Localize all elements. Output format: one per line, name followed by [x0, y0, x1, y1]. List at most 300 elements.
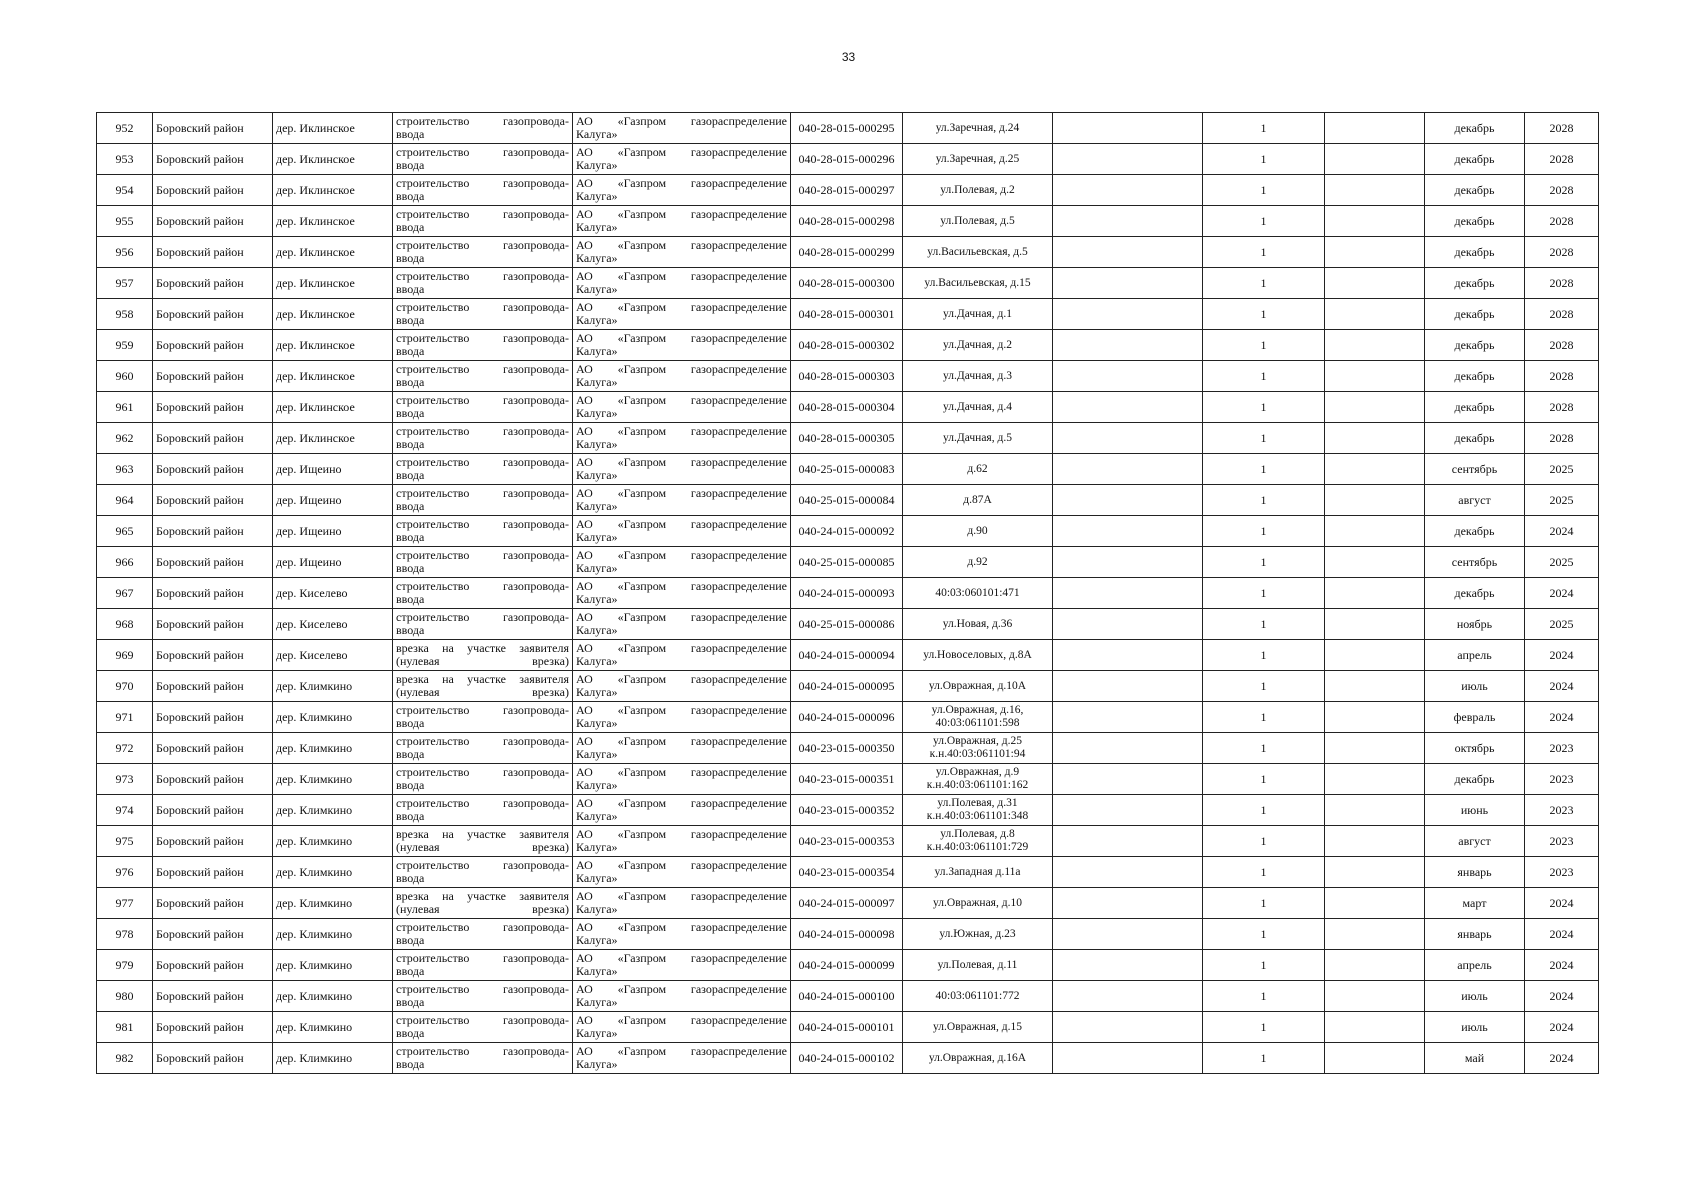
- work-type-cell: [393, 113, 573, 144]
- district-cell: Боровский район: [153, 175, 273, 206]
- organization-line: АО «Газпром газораспределение: [576, 673, 787, 686]
- table-row: [97, 237, 1599, 268]
- work-type-line: ввода: [396, 345, 425, 358]
- organization-line: Калуга»: [576, 934, 618, 947]
- organization-cell: [573, 547, 791, 578]
- work-type-cell: [393, 702, 573, 733]
- work-type-cell: [393, 299, 573, 330]
- organization-cell: [573, 392, 791, 423]
- year-cell: 2028: [1525, 237, 1599, 268]
- object-code-cell: 040-23-015-000353: [791, 826, 903, 857]
- organization-line: Калуга»: [576, 1027, 618, 1040]
- organization-line: АО «Газпром газораспределение: [576, 952, 787, 965]
- address-line: ул.Полевая, д.31: [937, 797, 1018, 809]
- organization-line: АО «Газпром газораспределение: [576, 828, 787, 841]
- work-type-line: строительство газопровода-: [396, 549, 569, 562]
- quantity-cell: 1: [1203, 919, 1325, 950]
- address-line: 40:03:061101:598: [935, 717, 1020, 729]
- table-row: [97, 144, 1599, 175]
- organization-line: АО «Газпром газораспределение: [576, 890, 787, 903]
- organization-line: АО «Газпром газораспределение: [576, 146, 787, 159]
- table-row: [97, 795, 1599, 826]
- row-number: 971: [97, 702, 153, 733]
- district-cell: Боровский район: [153, 640, 273, 671]
- organization-line: Калуга»: [576, 283, 618, 296]
- work-type-line: ввода: [396, 438, 425, 451]
- address-cell: [903, 206, 1053, 237]
- table-row: [97, 361, 1599, 392]
- table-row: [97, 702, 1599, 733]
- quantity-cell: 1: [1203, 330, 1325, 361]
- month-cell: июнь: [1425, 795, 1525, 826]
- settlement-cell: дер. Климкино: [273, 950, 393, 981]
- work-type-line: ввода: [396, 314, 425, 327]
- table-row: [97, 454, 1599, 485]
- address-line: ул.Полевая, д.5: [940, 214, 1015, 227]
- row-number: 962: [97, 423, 153, 454]
- address-line: ул.Овражная, д.25: [933, 735, 1022, 747]
- address-line: ул.Полевая, д.2: [940, 183, 1015, 196]
- quantity-cell: 1: [1203, 361, 1325, 392]
- table-row: [97, 671, 1599, 702]
- table-row: [97, 640, 1599, 671]
- address-line: ул.Новая, д.36: [942, 617, 1013, 630]
- row-number: 975: [97, 826, 153, 857]
- address-line: ул.Овражная, д.9: [935, 766, 1020, 778]
- year-cell: 2028: [1525, 361, 1599, 392]
- object-code-cell: 040-23-015-000350: [791, 733, 903, 764]
- year-cell: 2023: [1525, 764, 1599, 795]
- address-line: ул.Западная д.11а: [934, 865, 1021, 878]
- work-type-cell: [393, 1012, 573, 1043]
- organization-line: Калуга»: [576, 376, 618, 389]
- row-number: 973: [97, 764, 153, 795]
- month-cell: ноябрь: [1425, 609, 1525, 640]
- address-line: ул.Васильевская, д.5: [927, 245, 1028, 258]
- address-line: 40:03:060101:471: [935, 586, 1020, 599]
- quantity-cell: 1: [1203, 113, 1325, 144]
- row-number: 954: [97, 175, 153, 206]
- work-type-line: ввода: [396, 779, 425, 792]
- address-cell: [903, 888, 1053, 919]
- address-line: ул.Дачная, д.4: [943, 400, 1012, 413]
- empty-cell: [1325, 237, 1425, 268]
- empty-cell: [1325, 423, 1425, 454]
- quantity-cell: 1: [1203, 237, 1325, 268]
- organization-line: АО «Газпром газораспределение: [576, 983, 787, 996]
- table-row: [97, 578, 1599, 609]
- row-number: 956: [97, 237, 153, 268]
- address-cell: [903, 640, 1053, 671]
- work-type-line: строительство газопровода-: [396, 146, 569, 159]
- organization-line: Калуга»: [576, 748, 618, 761]
- organization-cell: [573, 1012, 791, 1043]
- address-cell: [903, 361, 1053, 392]
- table-row: [97, 268, 1599, 299]
- address-line: ул.Полевая, д.8: [940, 828, 1015, 840]
- settlement-cell: дер. Иклинское: [273, 268, 393, 299]
- table-row: [97, 516, 1599, 547]
- address-line: к.н.40:03:061101:94: [929, 748, 1026, 760]
- settlement-cell: дер. Иклинское: [273, 423, 393, 454]
- object-code-cell: 040-28-015-000304: [791, 392, 903, 423]
- month-cell: апрель: [1425, 640, 1525, 671]
- settlement-cell: дер. Иклинское: [273, 392, 393, 423]
- empty-cell: [1325, 826, 1425, 857]
- empty-cell: [1325, 888, 1425, 919]
- organization-line: АО «Газпром газораспределение: [576, 270, 787, 283]
- row-number: 972: [97, 733, 153, 764]
- address-cell: [903, 702, 1053, 733]
- month-cell: декабрь: [1425, 764, 1525, 795]
- year-cell: 2023: [1525, 857, 1599, 888]
- organization-line: АО «Газпром газораспределение: [576, 766, 787, 779]
- address-line: д.62: [967, 462, 988, 475]
- year-cell: 2028: [1525, 113, 1599, 144]
- quantity-cell: 1: [1203, 640, 1325, 671]
- work-type-cell: [393, 175, 573, 206]
- district-cell: Боровский район: [153, 454, 273, 485]
- empty-cell: [1325, 671, 1425, 702]
- address-cell: [903, 981, 1053, 1012]
- organization-cell: [573, 423, 791, 454]
- address-cell: [903, 795, 1053, 826]
- organization-cell: [573, 764, 791, 795]
- year-cell: 2028: [1525, 423, 1599, 454]
- organization-line: Калуга»: [576, 345, 618, 358]
- organization-line: Калуга»: [576, 252, 618, 265]
- table-row: [97, 299, 1599, 330]
- district-cell: Боровский район: [153, 113, 273, 144]
- settlement-cell: дер. Иклинское: [273, 361, 393, 392]
- quantity-cell: 1: [1203, 268, 1325, 299]
- work-type-line: строительство газопровода-: [396, 983, 569, 996]
- organization-cell: [573, 268, 791, 299]
- year-cell: 2024: [1525, 981, 1599, 1012]
- district-cell: Боровский район: [153, 795, 273, 826]
- work-type-line: (нулевая врезка): [396, 903, 569, 916]
- work-type-line: ввода: [396, 531, 425, 544]
- work-type-cell: [393, 888, 573, 919]
- work-type-line: ввода: [396, 593, 425, 606]
- row-number: 957: [97, 268, 153, 299]
- address-cell: [903, 609, 1053, 640]
- year-cell: 2028: [1525, 330, 1599, 361]
- year-cell: 2024: [1525, 919, 1599, 950]
- empty-cell: [1325, 299, 1425, 330]
- work-type-line: (нулевая врезка): [396, 655, 569, 668]
- quantity-cell: 1: [1203, 609, 1325, 640]
- page-number: 33: [841, 50, 856, 64]
- year-cell: 2028: [1525, 206, 1599, 237]
- empty-cell: [1053, 857, 1203, 888]
- work-type-line: строительство газопровода-: [396, 766, 569, 779]
- work-type-cell: [393, 919, 573, 950]
- year-cell: 2028: [1525, 175, 1599, 206]
- settlement-cell: дер. Климкино: [273, 826, 393, 857]
- district-cell: Боровский район: [153, 206, 273, 237]
- work-type-line: врезка на участке заявителя: [396, 828, 569, 841]
- organization-line: АО «Газпром газораспределение: [576, 425, 787, 438]
- address-line: 40:03:061101:772: [935, 989, 1020, 1002]
- work-type-cell: [393, 609, 573, 640]
- address-line: ул.Овражная, д.16,: [931, 704, 1024, 716]
- empty-cell: [1325, 392, 1425, 423]
- settlement-cell: дер. Ищеино: [273, 516, 393, 547]
- settlement-cell: дер. Иклинское: [273, 206, 393, 237]
- district-cell: Боровский район: [153, 485, 273, 516]
- object-code-cell: 040-25-015-000085: [791, 547, 903, 578]
- row-number: 969: [97, 640, 153, 671]
- quantity-cell: 1: [1203, 547, 1325, 578]
- row-number: 967: [97, 578, 153, 609]
- organization-line: Калуга»: [576, 221, 618, 234]
- object-code-cell: 040-28-015-000305: [791, 423, 903, 454]
- table-row: [97, 175, 1599, 206]
- district-cell: Боровский район: [153, 826, 273, 857]
- empty-cell: [1053, 330, 1203, 361]
- settlement-cell: дер. Иклинское: [273, 299, 393, 330]
- work-type-line: строительство газопровода-: [396, 580, 569, 593]
- empty-cell: [1325, 547, 1425, 578]
- empty-cell: [1053, 640, 1203, 671]
- object-code-cell: 040-24-015-000095: [791, 671, 903, 702]
- work-type-line: (нулевая врезка): [396, 841, 569, 854]
- organization-cell: [573, 299, 791, 330]
- address-cell: [903, 144, 1053, 175]
- address-line: к.н.40:03:061101:729: [926, 841, 1029, 853]
- empty-cell: [1053, 609, 1203, 640]
- organization-cell: [573, 237, 791, 268]
- address-cell: [903, 826, 1053, 857]
- organization-line: АО «Газпром газораспределение: [576, 394, 787, 407]
- work-type-line: ввода: [396, 934, 425, 947]
- work-type-line: строительство газопровода-: [396, 425, 569, 438]
- year-cell: 2025: [1525, 547, 1599, 578]
- empty-cell: [1325, 609, 1425, 640]
- row-number: 961: [97, 392, 153, 423]
- work-type-line: строительство газопровода-: [396, 487, 569, 500]
- object-code-cell: 040-24-015-000099: [791, 950, 903, 981]
- address-line: ул.Овражная, д.10: [933, 896, 1022, 909]
- year-cell: 2024: [1525, 640, 1599, 671]
- empty-cell: [1053, 919, 1203, 950]
- work-type-line: ввода: [396, 407, 425, 420]
- address-line: ул.Васильевская, д.15: [924, 276, 1031, 289]
- settlement-cell: дер. Климкино: [273, 857, 393, 888]
- month-cell: декабрь: [1425, 423, 1525, 454]
- address-cell: [903, 330, 1053, 361]
- quantity-cell: 1: [1203, 764, 1325, 795]
- organization-line: АО «Газпром газораспределение: [576, 239, 787, 252]
- work-type-cell: [393, 330, 573, 361]
- work-type-line: строительство газопровода-: [396, 797, 569, 810]
- quantity-cell: 1: [1203, 795, 1325, 826]
- district-cell: Боровский район: [153, 888, 273, 919]
- object-code-cell: 040-28-015-000296: [791, 144, 903, 175]
- work-type-cell: [393, 268, 573, 299]
- object-code-cell: 040-28-015-000297: [791, 175, 903, 206]
- address-line: ул.Овражная, д.10А: [928, 679, 1027, 692]
- year-cell: 2025: [1525, 454, 1599, 485]
- address-cell: [903, 671, 1053, 702]
- year-cell: 2024: [1525, 1043, 1599, 1074]
- work-type-line: ввода: [396, 810, 425, 823]
- address-cell: [903, 1043, 1053, 1074]
- address-line: к.н.40:03:061101:348: [926, 810, 1029, 822]
- work-type-cell: [393, 857, 573, 888]
- object-code-cell: 040-24-015-000093: [791, 578, 903, 609]
- district-cell: Боровский район: [153, 733, 273, 764]
- object-code-cell: 040-28-015-000295: [791, 113, 903, 144]
- empty-cell: [1053, 516, 1203, 547]
- organization-line: АО «Газпром газораспределение: [576, 177, 787, 190]
- empty-cell: [1053, 361, 1203, 392]
- organization-line: Калуга»: [576, 1058, 618, 1071]
- quantity-cell: 1: [1203, 981, 1325, 1012]
- empty-cell: [1053, 547, 1203, 578]
- work-type-cell: [393, 764, 573, 795]
- year-cell: 2024: [1525, 702, 1599, 733]
- quantity-cell: 1: [1203, 144, 1325, 175]
- address-line: ул.Дачная, д.2: [943, 338, 1012, 351]
- month-cell: декабрь: [1425, 361, 1525, 392]
- district-cell: Боровский район: [153, 237, 273, 268]
- work-type-cell: [393, 516, 573, 547]
- quantity-cell: 1: [1203, 857, 1325, 888]
- organization-line: Калуга»: [576, 500, 618, 513]
- address-cell: [903, 857, 1053, 888]
- work-type-line: строительство газопровода-: [396, 177, 569, 190]
- year-cell: 2024: [1525, 950, 1599, 981]
- address-line: ул.Новоселовых, д.8А: [923, 648, 1032, 661]
- work-type-cell: [393, 981, 573, 1012]
- quantity-cell: 1: [1203, 1012, 1325, 1043]
- year-cell: 2023: [1525, 795, 1599, 826]
- empty-cell: [1325, 950, 1425, 981]
- settlement-cell: дер. Климкино: [273, 795, 393, 826]
- settlement-cell: дер. Климкино: [273, 888, 393, 919]
- settlement-cell: дер. Ищеино: [273, 454, 393, 485]
- month-cell: август: [1425, 826, 1525, 857]
- organization-cell: [573, 981, 791, 1012]
- object-code-cell: 040-28-015-000303: [791, 361, 903, 392]
- year-cell: 2023: [1525, 826, 1599, 857]
- object-code-cell: 040-28-015-000302: [791, 330, 903, 361]
- empty-cell: [1325, 485, 1425, 516]
- district-cell: Боровский район: [153, 1012, 273, 1043]
- quantity-cell: 1: [1203, 1043, 1325, 1074]
- year-cell: 2024: [1525, 1012, 1599, 1043]
- work-type-line: ввода: [396, 562, 425, 575]
- year-cell: 2024: [1525, 671, 1599, 702]
- organization-cell: [573, 113, 791, 144]
- organization-line: Калуга»: [576, 903, 618, 916]
- object-code-cell: 040-28-015-000300: [791, 268, 903, 299]
- object-code-cell: 040-23-015-000352: [791, 795, 903, 826]
- table-row: [97, 1043, 1599, 1074]
- object-code-cell: 040-24-015-000098: [791, 919, 903, 950]
- district-cell: Боровский район: [153, 702, 273, 733]
- row-number: 981: [97, 1012, 153, 1043]
- settlement-cell: дер. Иклинское: [273, 113, 393, 144]
- work-type-line: строительство газопровода-: [396, 208, 569, 221]
- empty-cell: [1325, 764, 1425, 795]
- empty-cell: [1325, 268, 1425, 299]
- organization-line: АО «Газпром газораспределение: [576, 208, 787, 221]
- empty-cell: [1325, 919, 1425, 950]
- empty-cell: [1053, 423, 1203, 454]
- settlement-cell: дер. Климкино: [273, 702, 393, 733]
- organization-cell: [573, 671, 791, 702]
- organization-line: АО «Газпром газораспределение: [576, 735, 787, 748]
- table-row: [97, 485, 1599, 516]
- work-type-line: строительство газопровода-: [396, 394, 569, 407]
- empty-cell: [1053, 113, 1203, 144]
- year-cell: 2024: [1525, 578, 1599, 609]
- organization-cell: [573, 640, 791, 671]
- organization-line: АО «Газпром газораспределение: [576, 301, 787, 314]
- year-cell: 2025: [1525, 609, 1599, 640]
- month-cell: декабрь: [1425, 392, 1525, 423]
- work-type-line: ввода: [396, 1027, 425, 1040]
- table-row: [97, 609, 1599, 640]
- work-type-line: строительство газопровода-: [396, 1014, 569, 1027]
- work-type-line: строительство газопровода-: [396, 332, 569, 345]
- month-cell: июль: [1425, 981, 1525, 1012]
- table-row: [97, 888, 1599, 919]
- settlement-cell: дер. Климкино: [273, 1043, 393, 1074]
- settlement-cell: дер. Климкино: [273, 919, 393, 950]
- empty-cell: [1053, 950, 1203, 981]
- organization-cell: [573, 361, 791, 392]
- row-number: 979: [97, 950, 153, 981]
- empty-cell: [1053, 702, 1203, 733]
- month-cell: декабрь: [1425, 237, 1525, 268]
- district-cell: Боровский район: [153, 144, 273, 175]
- empty-cell: [1325, 857, 1425, 888]
- organization-line: АО «Газпром газораспределение: [576, 642, 787, 655]
- settlement-cell: дер. Климкино: [273, 671, 393, 702]
- month-cell: октябрь: [1425, 733, 1525, 764]
- quantity-cell: 1: [1203, 392, 1325, 423]
- organization-line: АО «Газпром газораспределение: [576, 580, 787, 593]
- row-number: 976: [97, 857, 153, 888]
- empty-cell: [1325, 1043, 1425, 1074]
- object-code-cell: 040-24-015-000101: [791, 1012, 903, 1043]
- row-number: 963: [97, 454, 153, 485]
- settlement-cell: дер. Киселево: [273, 578, 393, 609]
- empty-cell: [1325, 1012, 1425, 1043]
- work-type-cell: [393, 547, 573, 578]
- work-type-cell: [393, 733, 573, 764]
- work-type-line: (нулевая врезка): [396, 686, 569, 699]
- organization-cell: [573, 919, 791, 950]
- year-cell: 2024: [1525, 888, 1599, 919]
- work-type-line: врезка на участке заявителя: [396, 673, 569, 686]
- organization-line: Калуга»: [576, 469, 618, 482]
- address-line: ул.Полевая, д.11: [937, 958, 1018, 971]
- work-type-cell: [393, 795, 573, 826]
- work-type-cell: [393, 454, 573, 485]
- address-cell: [903, 423, 1053, 454]
- settlement-cell: дер. Киселево: [273, 609, 393, 640]
- row-number: 953: [97, 144, 153, 175]
- month-cell: декабрь: [1425, 330, 1525, 361]
- month-cell: январь: [1425, 857, 1525, 888]
- empty-cell: [1325, 733, 1425, 764]
- empty-cell: [1053, 888, 1203, 919]
